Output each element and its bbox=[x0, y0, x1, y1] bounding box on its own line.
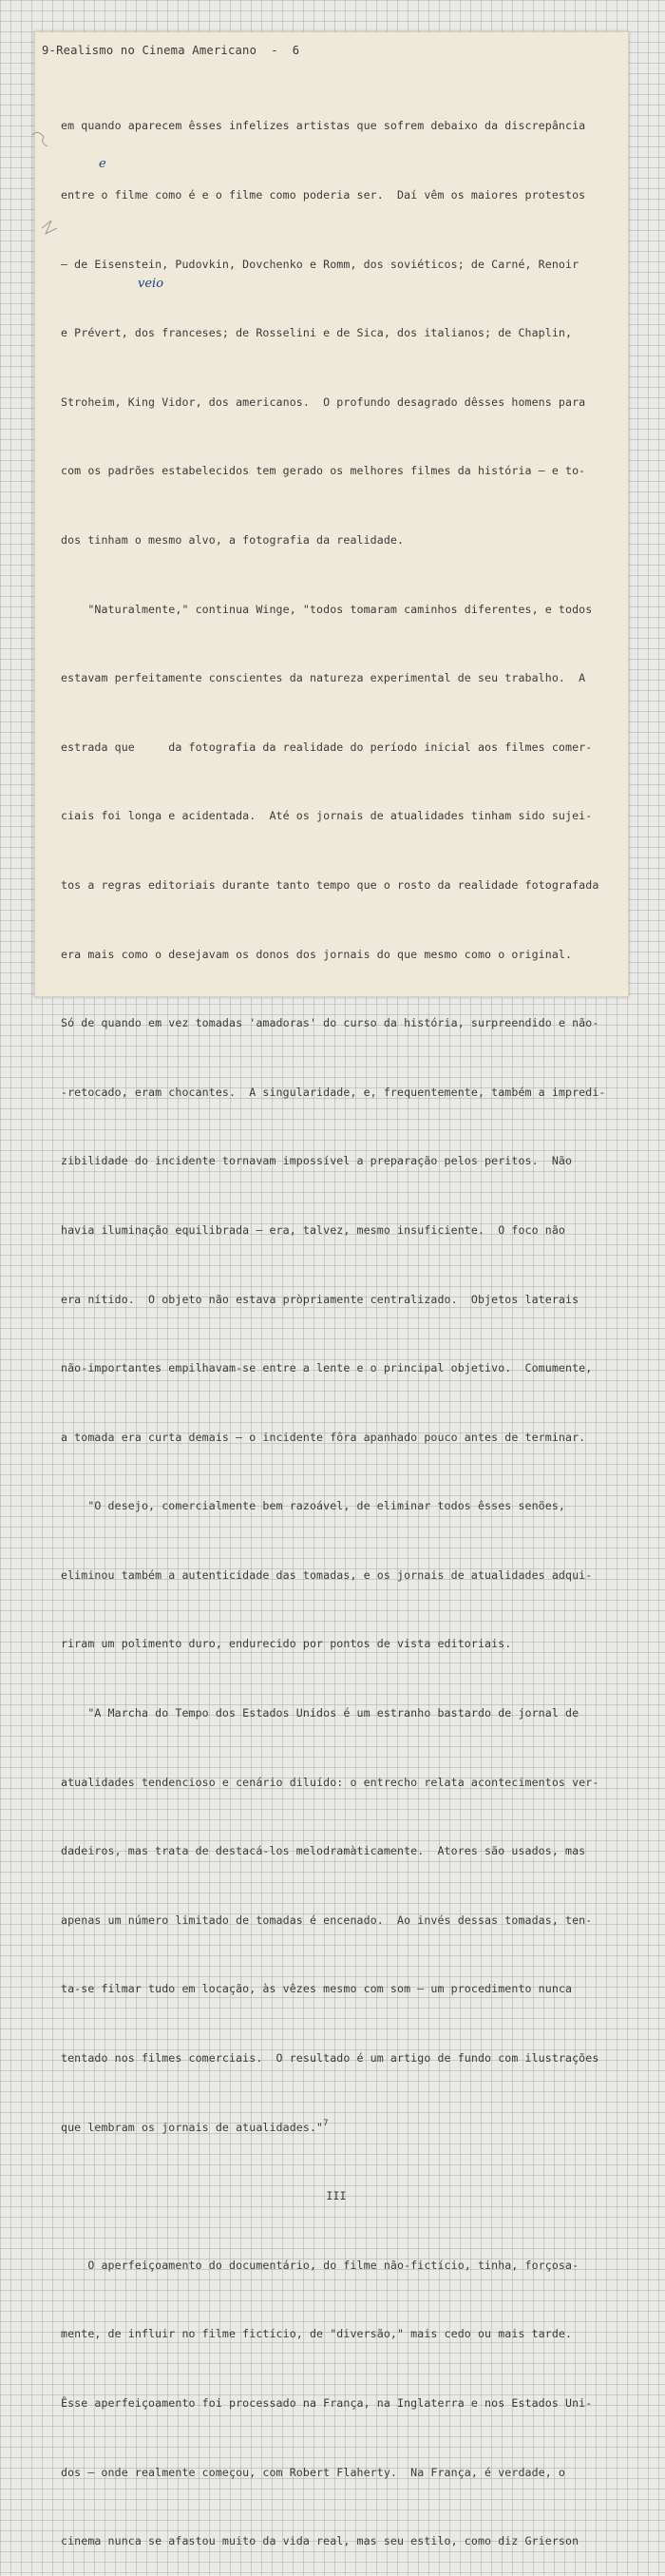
text-line: era nítido. O objeto não estava pròpriamente centralizado. Objetos laterais bbox=[61, 1292, 580, 1306]
text-line: dos — onde realmente começou, com Robert Flaherty. Na França, é verdade, o bbox=[61, 2465, 566, 2479]
margin-pencil-marks bbox=[27, 124, 65, 257]
text-line: a tomada era curta demais — o incidente fôra apanhado pouco antes de terminar. bbox=[61, 1430, 586, 1444]
text-line-content: que lembram os jornais de atualidades." bbox=[61, 2120, 324, 2134]
text-line: em quando aparecem êsses infelizes artistas que sofrem debaixo da discrepância bbox=[61, 119, 586, 133]
text-line: "Naturalmente," continua Winge, "todos tomaram caminhos diferentes, e todos bbox=[61, 602, 593, 616]
text-line: dadeiros, mas trata de destacá-los melodramàticamente. Atores são usados, mas bbox=[61, 1844, 586, 1858]
page-header: 9-Realismo no Cinema Americano - 6 bbox=[42, 44, 300, 57]
text-line: havia iluminação equilibrada — era, talvez, mesmo insuficiente. O foco não bbox=[61, 1222, 566, 1237]
text-line: tos a regras editoriais durante tanto tempo que o rosto da realidade fotografada bbox=[61, 877, 599, 892]
text-line: dos tinham o mesmo alvo, a fotografia da realidade. bbox=[61, 532, 405, 547]
text-line: zibilidade do incidente tornavam impossível a preparação pelos peritos. Não bbox=[61, 1154, 573, 1168]
footnote-mark: 7 bbox=[323, 2118, 329, 2128]
text-line: não-importantes empilhavam-se entre a lente e o principal objetivo. Comumente, bbox=[61, 1361, 593, 1375]
text-line: -retocado, eram chocantes. A singularidade, e, frequentemente, também a impredi- bbox=[61, 1085, 606, 1099]
text-line: riram um polimento duro, endurecido por pontos de vista editoriais. bbox=[61, 1637, 512, 1651]
text-line: Stroheim, King Vidor, dos americanos. O profundo desagrado dêsses homens para bbox=[61, 394, 586, 409]
text-line: ta-se filmar tudo em locação, às vêzes mesmo com som — um procedimento nunca bbox=[61, 1982, 573, 1996]
text-line: e Prévert, dos franceses; de Rosselini e de Sica, dos italianos; de Chaplin, bbox=[61, 326, 573, 340]
text-line: estrada que da fotografia da realidade do período inicial aos filmes comer- bbox=[61, 740, 593, 754]
text-line: mente, de influir no filme fictício, de "diversão," mais cedo ou mais tarde. bbox=[61, 2327, 573, 2341]
text-line bbox=[61, 2116, 612, 2139]
text-line: apenas um número limitado de tomadas é encenado. Ao invés dessas tomadas, ten- bbox=[61, 1913, 593, 1927]
handwritten-annotation-e: e bbox=[99, 157, 106, 171]
section-heading: III bbox=[326, 2189, 347, 2203]
text-line: eliminou também a autenticidade das tomadas, e os jornais de atualidades adqui- bbox=[61, 1567, 593, 1582]
text-line: tentado nos filmes comerciais. O resultado é um artigo de fundo com ilustrações bbox=[61, 2051, 599, 2066]
text-line: "A Marcha do Tempo dos Estados Unidos é um estranho bastardo de jornal de bbox=[61, 1706, 580, 1721]
text-line: era mais como o desejavam os donos dos jornais do que mesmo como o original. bbox=[61, 947, 573, 961]
text-line: cinema nunca se afastou muito da vida real, mas seu estilo, como diz Grierson bbox=[61, 2534, 580, 2548]
text-line: O aperfeiçoamento do documentário, do filme não-fictício, tinha, forçosa- bbox=[61, 2258, 580, 2272]
text-line: entre o filme como é e o filme como poderia ser. Daí vêm os maiores protestos bbox=[61, 188, 586, 202]
handwritten-annotation-veio: veio bbox=[138, 277, 164, 291]
text-line: com os padrões estabelecidos tem gerado os melhores filmes da história — e to- bbox=[61, 464, 586, 478]
text-line: ciais foi longa e acidentada. Até os jornais de atualidades tinham sido sujei- bbox=[61, 809, 593, 823]
text-line: Só de quando em vez tomadas 'amadoras' do curso da história, surpreendido e não- bbox=[61, 1016, 599, 1030]
text-line: Êsse aperfeiçoamento foi processado na França, na Inglaterra e nos Estados Uni- bbox=[61, 2396, 593, 2410]
text-line: — de Eisenstein, Pudovkin, Dovchenko e Romm, dos soviéticos; de Carné, Renoir bbox=[61, 257, 580, 271]
text-line: estavam perfeitamente conscientes da natureza experimental de seu trabalho. A bbox=[61, 671, 586, 685]
text-line: "O desejo, comercialmente bem razoável, de eliminar todos êsses senões, bbox=[61, 1499, 566, 1513]
document-body bbox=[61, 68, 612, 2576]
text-line: atualidades tendencioso e cenário diluído: o entrecho relata acontecimentos ver- bbox=[61, 1775, 599, 1789]
